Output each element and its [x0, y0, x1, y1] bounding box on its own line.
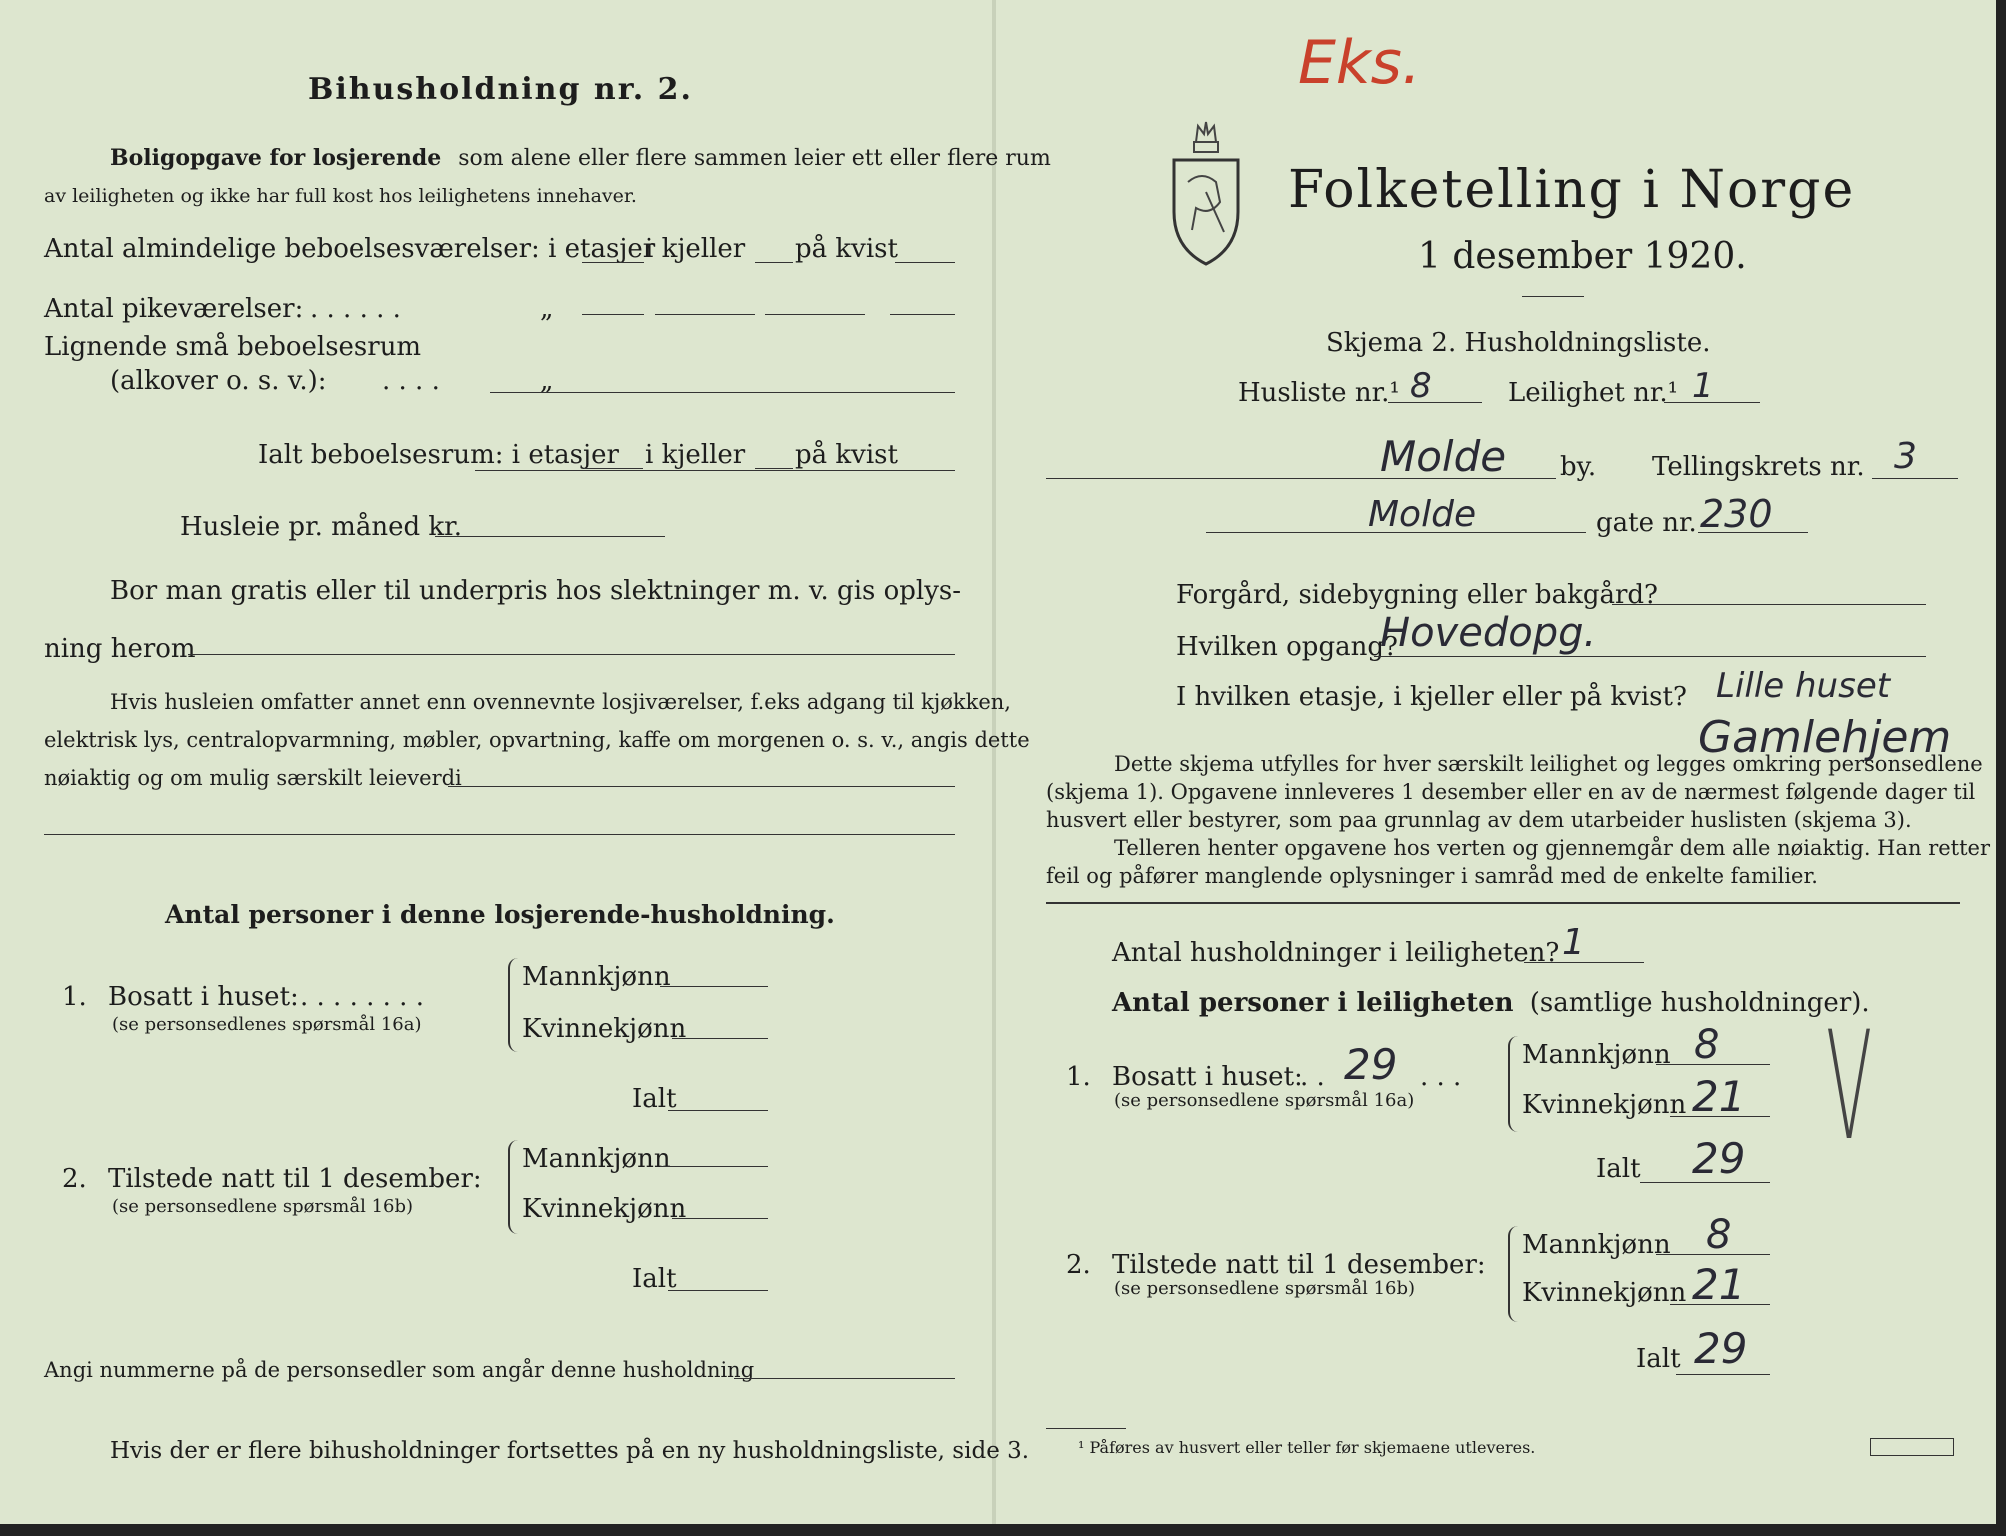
- krets-value: 3: [1894, 436, 1917, 477]
- page-fold: [992, 0, 996, 1536]
- leilighet-value: 1: [1692, 366, 1714, 406]
- right-item2-sub: (se personsedlene spørsmål 16b): [1114, 1278, 1416, 1299]
- right-item2-brace: [1508, 1226, 1520, 1322]
- left-intro-line2: av leiligheten og ikke har full kost hos leilighetens innehaver.: [44, 185, 637, 207]
- left-item1-label: Bosatt i huset:: [108, 982, 299, 1012]
- husleie-line: [435, 536, 665, 537]
- note-line-extra: [44, 834, 955, 835]
- husholdninger-label: Antal husholdninger i leiligheten?: [1112, 938, 1560, 968]
- gate-nr-value: 230: [1700, 492, 1773, 536]
- note-line-3: nøiaktig og om mulig særskilt leieverdi: [44, 766, 462, 790]
- by-line: [1046, 478, 1556, 479]
- rooms-kjeller: i kjeller: [645, 234, 746, 264]
- ialt-rooms-etasjer-line: [585, 468, 643, 469]
- bor-line-2: ning herom: [44, 634, 196, 664]
- lign-label-1: Lignende små beboelsesrum: [44, 332, 422, 362]
- schema-label: Skjema 2. Husholdningsliste.: [1326, 328, 1711, 358]
- gate-label: gate nr.: [1596, 508, 1697, 538]
- right-item2-ialt-line: [1676, 1374, 1770, 1375]
- gate-nr-line: [1698, 532, 1808, 533]
- right-item1-kvinne-line: [1670, 1116, 1770, 1117]
- left-item1-mann-line: [660, 986, 768, 987]
- note-line-2: elektrisk lys, centralopvarmning, møbler, opvartning, kaffe om morgenen o. s. v., angis dette: [44, 728, 1030, 752]
- right-item2-label: Tilstede natt til 1 desember:: [1112, 1250, 1486, 1280]
- coat-of-arms-icon: [1166, 112, 1246, 272]
- right-item1-mann-value: 8: [1694, 1022, 1720, 1068]
- left-item2-num: 2.: [62, 1164, 87, 1194]
- right-item1-num: 1.: [1066, 1062, 1091, 1092]
- ialt-rooms-label: Ialt beboelsesrum: i etasjer: [258, 440, 619, 470]
- info-line-1: Dette skjema utfylles for hver særskilt leilighet og legges omkring personsedlene: [1114, 752, 1983, 776]
- note-line-1: Hvis husleien omfatter annet enn ovennevnte losjiværelser, f.eks adgang til kjøkken,: [110, 690, 1011, 714]
- pike-line-1: [582, 314, 644, 315]
- pike-dots: . . . . . .: [310, 294, 401, 324]
- right-item1-value: 29: [1344, 1040, 1398, 1089]
- right-item1-kvinne-value: 21: [1692, 1072, 1746, 1121]
- info-line-5: feil og påfører manglende oplysninger i samråd med de enkelte familier.: [1046, 864, 1818, 888]
- by-value: Molde: [1380, 432, 1507, 481]
- left-item2-label: Tilstede natt til 1 desember:: [108, 1164, 482, 1194]
- bor-line: [188, 654, 955, 655]
- left-item1-brace: [508, 958, 520, 1052]
- forgard-line: [1612, 604, 1926, 605]
- left-item1-mann: Mannkjønn: [522, 962, 671, 992]
- scan-edge-bottom: [0, 1524, 2006, 1536]
- right-item2-ialt: Ialt: [1636, 1344, 1681, 1374]
- ialt-rooms-kvist-line: [475, 470, 955, 471]
- left-item2-mann-line: [660, 1166, 768, 1167]
- rooms-etasjer-line: [582, 262, 644, 263]
- left-antal-heading: Antal personer i denne losjerende-husholdning.: [165, 900, 835, 929]
- title-rule: [1522, 296, 1584, 297]
- footnote: ¹ Påføres av husvert eller teller før skjemaene utleveres.: [1078, 1438, 1536, 1457]
- footnote-rule: [1046, 1428, 1126, 1429]
- note-line: [448, 786, 955, 787]
- husliste-line: [1388, 402, 1482, 403]
- right-item1-kvinne: Kvinnekjønn: [1522, 1090, 1687, 1120]
- right-item1-dots-2: . . .: [1420, 1062, 1462, 1092]
- krets-label: Tellingskrets nr.: [1652, 452, 1865, 482]
- ialt-rooms-kjeller: i kjeller: [645, 440, 746, 470]
- husliste-label: Husliste nr.¹: [1238, 378, 1400, 408]
- opgang-line: [1374, 656, 1926, 657]
- right-date: 1 desember 1920.: [1418, 236, 1747, 277]
- rooms-kvist-line: [895, 262, 955, 263]
- right-item2-mann: Mannkjønn: [1522, 1230, 1671, 1260]
- left-item2-mann: Mannkjønn: [522, 1144, 671, 1174]
- pike-ditto: „: [540, 294, 554, 324]
- pike-line-3: [765, 314, 865, 315]
- left-item1-num: 1.: [62, 982, 87, 1012]
- left-item2-brace: [508, 1140, 520, 1234]
- left-intro: [110, 145, 1051, 171]
- left-item2-kvinne: Kvinnekjønn: [522, 1194, 687, 1224]
- info-line-2: (skjema 1). Opgavene innleveres 1 desember eller en av de nærmest følgende dager til: [1046, 780, 1976, 804]
- right-title: Folketelling i Norge: [1288, 160, 1856, 220]
- leilighet-line: [1664, 402, 1760, 403]
- right-item1-label: Bosatt i huset:: [1112, 1062, 1303, 1092]
- leilighet-label: Leilighet nr.¹: [1508, 378, 1679, 408]
- lign-dots: . . . .: [382, 366, 440, 396]
- rooms-kjeller-line: [755, 262, 793, 263]
- right-item2-num: 2.: [1066, 1250, 1091, 1280]
- right-item2-mann-value: 8: [1706, 1212, 1732, 1258]
- info-line-4: Telleren henter opgavene hos verten og gjennemgår dem alle nøiaktig. Han retter: [1114, 836, 1991, 860]
- left-item2-ialt-line: [668, 1290, 768, 1291]
- right-item2-mann-line: [1656, 1254, 1770, 1255]
- right-item1-mann: Mannkjønn: [1522, 1040, 1671, 1070]
- right-item1-mann-line: [1656, 1064, 1770, 1065]
- left-item1-ialt: Ialt: [632, 1084, 677, 1114]
- by-label: by.: [1560, 452, 1597, 482]
- lign-ditto: „: [540, 366, 554, 396]
- right-item1-ialt: Ialt: [1596, 1154, 1641, 1184]
- opgang-question: Hvilken opgang?: [1176, 632, 1398, 662]
- angi-line: [734, 1378, 955, 1379]
- husleie-label: Husleie pr. måned kr.: [180, 512, 462, 542]
- eks-stamp: Eks.: [1298, 28, 1421, 98]
- left-title: Bihusholdning nr. 2.: [308, 72, 693, 107]
- right-item2-kvinne-value: 21: [1692, 1260, 1746, 1309]
- right-item1-ialt-line: [1640, 1182, 1770, 1183]
- left-item1-dots: . . . . . . . .: [300, 982, 424, 1012]
- right-item2-ialt-value: 29: [1694, 1324, 1748, 1373]
- etasje-question: I hvilken etasje, i kjeller eller på kvist?: [1176, 682, 1687, 712]
- etasje-value-2: Gamlehjem: [1698, 712, 1952, 763]
- gate-value: Molde: [1368, 494, 1477, 535]
- check-mark: V: [1826, 1000, 1873, 1174]
- ialt-rooms-kvist: på kvist: [795, 440, 898, 470]
- right-antal-heading: [1112, 988, 1870, 1018]
- right-item2-kvinne-line: [1670, 1304, 1770, 1305]
- info-divider: [1046, 902, 1960, 904]
- scan-edge-right: [1996, 0, 2006, 1536]
- right-item1-dots: . .: [1300, 1062, 1325, 1092]
- left-item2-ialt: Ialt: [632, 1264, 677, 1294]
- krets-line: [1872, 478, 1958, 479]
- lign-line: [490, 392, 955, 393]
- left-item1-ialt-line: [668, 1110, 768, 1111]
- right-antal-bold: Antal personer i leiligheten: [1112, 988, 1514, 1018]
- rooms-kvist: på kvist: [795, 234, 898, 264]
- right-item1-ialt-value: 29: [1692, 1134, 1746, 1183]
- ialt-rooms-kjeller-line: [755, 468, 793, 469]
- left-item1-sub: (se personsedlenes spørsmål 16a): [112, 1014, 422, 1035]
- husholdninger-value: 1: [1562, 922, 1585, 963]
- left-footer: Hvis der er flere bihusholdninger fortsettes på en ny husholdningsliste, side 3.: [110, 1438, 1030, 1464]
- left-item2-kvinne-line: [672, 1218, 768, 1219]
- gate-line: [1206, 532, 1586, 533]
- pike-line-4: [890, 314, 955, 315]
- left-intro-bold: Boligopgave for losjerende: [110, 145, 442, 171]
- angi-label: Angi nummerne på de personsedler som angår denne husholdning: [44, 1358, 755, 1382]
- husholdninger-line: [1524, 962, 1644, 963]
- pike-line-2: [655, 314, 755, 315]
- right-item2-kvinne: Kvinnekjønn: [1522, 1278, 1687, 1308]
- pike-label: Antal pikeværelser:: [44, 294, 304, 324]
- husliste-value: 8: [1410, 366, 1432, 406]
- right-item1-sub: (se personsedlene spørsmål 16a): [1114, 1090, 1415, 1111]
- left-item2-sub: (se personsedlene spørsmål 16b): [112, 1196, 414, 1217]
- lign-label-2: (alkover o. s. v.):: [110, 366, 327, 396]
- etasje-value-1: Lille huset: [1716, 666, 1891, 706]
- printer-mark: [1870, 1438, 1954, 1456]
- info-line-3: husvert eller bestyrer, som paa grunnlag av dem utarbeider huslisten (skjema 3).: [1046, 808, 1912, 832]
- left-item1-kvinne: Kvinnekjønn: [522, 1014, 687, 1044]
- opgang-value: Hovedopg.: [1380, 610, 1597, 656]
- left-item1-kvinne-line: [672, 1038, 768, 1039]
- rooms-label: Antal almindelige beboelsesværelser: i etasjer: [44, 234, 656, 264]
- left-intro-rest: som alene eller flere sammen leier ett eller flere rum: [458, 146, 1051, 171]
- right-antal-rest: (samtlige husholdninger).: [1529, 988, 1870, 1018]
- bor-line-1: Bor man gratis eller til underpris hos slektninger m. v. gis oplys-: [110, 576, 962, 606]
- forgard-question: Forgård, sidebygning eller bakgård?: [1176, 580, 1658, 610]
- right-item1-brace: [1508, 1036, 1520, 1132]
